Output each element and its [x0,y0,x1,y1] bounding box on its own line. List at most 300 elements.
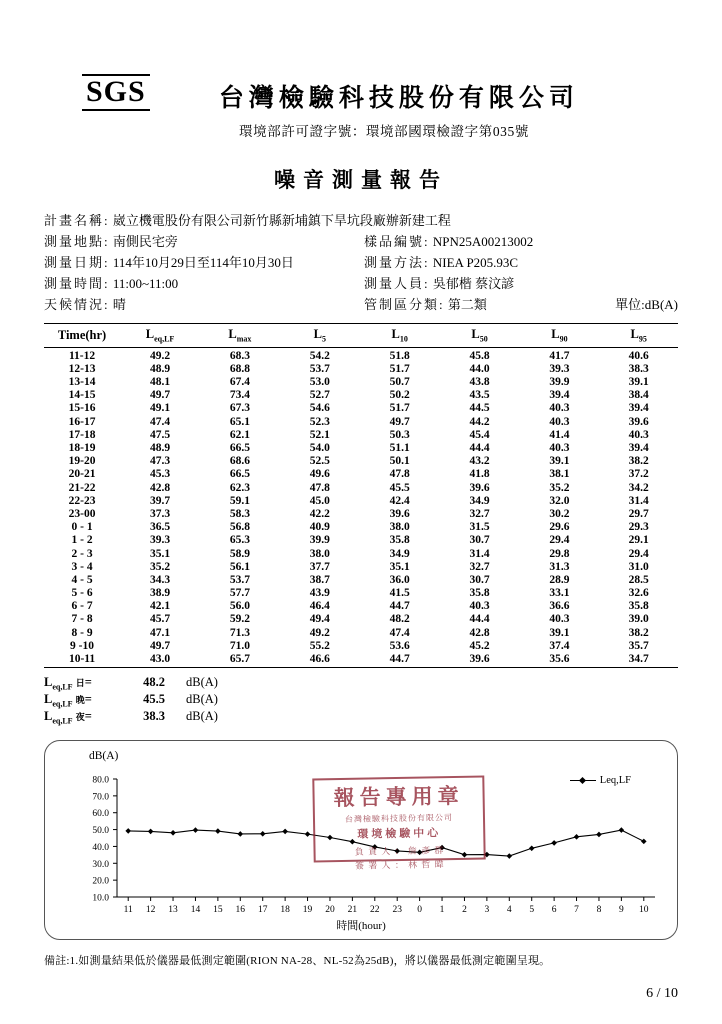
table-cell-value: 41.5 [389,587,410,600]
table-cell-value: 39.3 [149,534,171,547]
table-cell-value: 47.5 [149,428,171,441]
table-cell-value: 54.6 [309,402,330,415]
table-cell-time: 8 - 9 [71,626,93,639]
table-cell-value: 37.3 [149,507,171,520]
table-cell-value: 45.0 [309,494,330,507]
table-cell-value: 40.9 [309,521,330,534]
table-cell-value: 43.2 [469,455,490,468]
table-cell-value: 39.7 [149,494,171,507]
table-cell-value: 45.3 [149,468,171,481]
table-cell-value: 35.2 [549,481,570,494]
svg-text:0: 0 [417,905,422,916]
table-cell-value: 67.3 [229,402,250,415]
project-label: 計畫名稱: [44,213,110,228]
table-cell-value: 35.8 [628,600,649,613]
table-cell-value: 53.7 [309,362,330,375]
table-cell-value: 51.8 [389,349,410,362]
table-cell-value: 65.7 [200,652,280,667]
table-cell-value: 45.8 [469,349,490,362]
table-cell-time: 18-19 [68,442,96,455]
table-row [44,415,678,428]
table-cell-time: 0 - 1 [71,521,93,534]
table-cell-value: 31.0 [628,560,649,573]
table-cell-value: 36.6 [549,600,570,613]
svg-text:23: 23 [392,905,402,916]
table-cell-value: 43.0 [120,652,200,667]
svg-text:17: 17 [257,905,268,916]
table-cell-time: 10-11 [44,652,120,667]
table-cell-value: 38.2 [628,455,649,468]
table-cell-value: 47.8 [309,481,330,494]
table-cell-value: 39.6 [440,652,520,667]
svg-text:9: 9 [619,905,624,916]
table-cell-value: 44.0 [469,362,490,375]
footnote: 備註:1.如測量結果低於儀器最低測定範圍(RION NA-28、NL-52為25dB)，將以儀器最低測定範圍呈現。 [44,955,551,968]
table-col-header: $L_{95}$ [599,324,678,348]
table-cell-value: 37.4 [549,639,570,652]
method-label: 測量方法: [364,255,430,271]
table-cell-value: 49.2 [309,626,330,639]
person-label: 測量人員: [364,276,430,292]
summary-unit: dB(A) [186,675,218,690]
table-cell-time: 3 - 4 [71,560,93,573]
table-cell-value: 29.3 [628,521,649,534]
table-cell-value: 68.3 [229,349,250,362]
summary-unit: dB(A) [186,692,218,707]
table-cell-value: 43.8 [469,376,490,389]
table-cell-time: 4 - 5 [71,573,93,586]
meta-row-location [44,231,678,252]
table-cell-time: 11-12 [68,349,96,362]
table-head [44,324,678,348]
table-cell-value: 68.8 [229,362,250,375]
table-cell-value: 52.5 [309,455,330,468]
table-cell-value: 35.6 [519,652,599,667]
svg-text:50.0: 50.0 [92,826,109,837]
table-col-header: $L_{eq,LF}$ [120,324,200,348]
weather-value: 晴 [112,297,126,313]
table-cell-value: 35.2 [149,560,171,573]
noise-chart [44,740,678,940]
table-cell-value: 42.2 [309,507,330,520]
table-cell-value: 35.8 [469,587,490,600]
table-cell-value: 71.0 [229,639,250,652]
svg-text:12: 12 [145,905,156,916]
table-row [44,481,678,494]
sample-value: NPN25A00213002 [432,234,534,250]
summary-name: $L_{eq,LF}$ 晚= [44,692,92,709]
time-label: 測量時間: [44,276,110,292]
table-cell-value: 39.6 [628,415,649,428]
table-cell-value: 30.7 [469,534,490,547]
table-cell-time: 17-18 [68,428,96,441]
table-cell-value: 34.9 [389,547,410,560]
official-stamp [312,776,485,871]
stamp-line-1: 報告專用章 [333,783,464,811]
table-row [44,468,678,481]
table-cell-value: 45.5 [389,481,410,494]
stamp-line-5: 簽 署 人 ： 林 哲 暐 [354,859,445,871]
table-cell-value: 52.3 [309,415,330,428]
table-cell-value: 59.1 [229,494,250,507]
table-cell-value: 57.7 [229,587,250,600]
table-cell-value: 46.4 [309,600,330,613]
table-cell-value: 56.1 [229,560,250,573]
project-value: 崴立機電股份有限公司新竹縣新埔鎮下旱坑段廠辦新建工程 [112,213,451,228]
table-cell-value: 29.1 [628,534,649,547]
table-cell-value: 54.2 [309,349,330,362]
table-cell-time: 2 - 3 [71,547,93,560]
table-cell-time: 13-14 [68,376,96,389]
table-row [44,428,678,441]
date-value: 114年10月29日至114年10月30日 [112,255,294,271]
table-cell-time: 6 - 7 [71,600,93,613]
table-cell-value: 42.1 [149,600,171,613]
table-cell-value: 40.3 [549,613,570,626]
table-cell-value: 68.6 [229,455,250,468]
table-row [44,652,678,667]
table-cell-time: 1 - 2 [71,534,93,547]
table-row [44,362,678,375]
table-cell-value: 44.7 [389,600,410,613]
table-cell-value: 39.1 [549,626,570,639]
meta-row-date [44,252,678,273]
table-cell-value: 39.6 [469,481,490,494]
table-cell-value: 40.3 [628,428,649,441]
svg-text:10.0: 10.0 [92,893,109,904]
table-row [44,626,678,639]
table-cell-value: 38.3 [628,362,649,375]
svg-text:14: 14 [190,905,201,916]
svg-text:2: 2 [462,905,467,916]
table-cell-value: 65.1 [229,415,250,428]
table-row [44,494,678,507]
svg-text:20: 20 [325,905,335,916]
time-value: 11:00~11:00 [112,276,179,292]
table-cell-value: 41.4 [549,428,570,441]
svg-text:18: 18 [280,905,290,916]
table-cell-value: 54.0 [309,442,330,455]
svg-text:22: 22 [370,905,380,916]
table-row [44,587,678,600]
table-cell-value: 55.2 [309,639,330,652]
table-cell-value: 40.6 [628,349,649,362]
table-col-header: $L_{10}$ [360,324,440,348]
table-cell-time: 21-22 [68,481,96,494]
page-number: 6 / 10 [646,986,678,1001]
table-cell-value: 38.0 [309,547,330,560]
table-cell-value: 34.3 [149,573,171,586]
table-col-header: $L_{50}$ [440,324,520,348]
table-row [44,560,678,573]
table-cell-value: 53.6 [389,639,410,652]
summary-row [44,675,678,692]
weather-label: 天候情況: [44,297,110,313]
table-cell-value: 49.7 [149,389,171,402]
table-cell-value: 28.5 [628,573,649,586]
table-cell-time: 5 - 6 [71,587,93,600]
legend-label: Leq,LF [599,775,631,787]
table-cell-value: 38.4 [628,389,649,402]
sample-label: 樣品編號: [364,234,430,250]
summary-name: $L_{eq,LF}$ 日= [44,675,92,692]
summary-value: 45.5 [143,692,165,707]
svg-text:5: 5 [529,905,535,916]
svg-text:20.0: 20.0 [92,876,109,887]
table-cell-value: 31.3 [549,560,570,573]
table-cell-value: 39.3 [549,362,570,375]
meta-row-project [44,210,678,231]
table-cell-value: 32.6 [628,587,649,600]
table-cell-time: 22-23 [68,494,96,507]
table-row [44,455,678,468]
table-body [44,347,678,667]
sgs-logo-text: SGS [86,75,146,108]
svg-text:40.0: 40.0 [92,842,109,853]
table-cell-value: 38.9 [149,587,171,600]
table-cell-value: 31.4 [469,547,490,560]
table-cell-value: 29.8 [549,547,570,560]
table-cell-value: 28.9 [549,573,570,586]
svg-text:10: 10 [639,905,649,916]
table-col-header: $L_{90}$ [519,324,599,348]
svg-text:80.0: 80.0 [92,775,109,786]
stamp-line-4: 負 責 人 ： 詹 彥 群 [354,845,445,857]
table-cell-value: 47.1 [149,626,171,639]
table-row [44,441,678,454]
sgs-logo [82,74,150,111]
table-cell-value: 39.1 [549,455,570,468]
table-cell-value: 44.4 [469,613,490,626]
table-cell-value: 62.1 [229,428,250,441]
table-cell-value: 30.7 [469,573,490,586]
table-cell-value: 39.4 [628,402,649,415]
report-meta [44,210,678,315]
svg-text:6: 6 [551,905,557,916]
table-cell-value: 49.1 [149,402,171,415]
table-col-header: $L_5$ [280,324,360,348]
table-cell-value: 39.6 [389,507,410,520]
table-cell-value: 36.5 [149,521,171,534]
svg-text:3: 3 [484,905,490,916]
table-cell-value: 40.3 [469,600,490,613]
table-row [44,402,678,415]
table-cell-value: 42.4 [389,494,410,507]
table-cell-value: 47.3 [149,455,171,468]
table-cell-value: 45.7 [149,613,171,626]
table-cell-value: 66.5 [229,442,250,455]
table-cell-value: 31.4 [628,494,649,507]
table-cell-value: 66.5 [229,468,250,481]
noise-data-table [44,323,678,668]
summary-row [44,692,678,709]
table-cell-value: 40.3 [549,442,570,455]
table-cell-value: 50.3 [389,428,410,441]
table-row [44,347,678,362]
stamp-line-3: 環境檢驗中心 [357,827,442,841]
table-cell-value: 48.2 [389,613,410,626]
table-cell-value: 35.7 [628,639,649,652]
table-cell-value: 67.4 [229,376,250,389]
date-label: 測量日期: [44,255,110,271]
table-cell-value: 49.6 [309,468,330,481]
svg-text:30.0: 30.0 [92,859,109,870]
table-cell-value: 38.2 [628,626,649,639]
meta-row-time [44,273,678,294]
stamp-line-2: 台灣檢驗科技股份有限公司 [344,813,454,824]
svg-text:11: 11 [123,905,133,916]
table-cell-value: 37.2 [628,468,649,481]
table-cell-value: 41.8 [469,468,490,481]
svg-text:7: 7 [574,905,579,916]
table-cell-value: 39.9 [309,534,330,547]
table-cell-value: 59.2 [229,613,250,626]
table-cell-value: 56.8 [229,521,250,534]
table-cell-value: 58.3 [229,507,250,520]
table-row [44,600,678,613]
person-value: 吳郁楷 蔡汶諺 [432,276,515,292]
table-cell-value: 43.9 [309,587,330,600]
table-cell-time: 19-20 [68,455,96,468]
table-cell-value: 51.7 [389,402,410,415]
table-header-row [44,324,678,348]
svg-text:13: 13 [168,905,178,916]
svg-text:1: 1 [439,905,445,916]
chart-x-label: 時間(hour) [336,920,386,933]
table-cell-time: 15-16 [68,402,96,415]
summary-name: $L_{eq,LF}$ 夜= [44,709,92,726]
location-value: 南側民宅旁 [112,234,178,250]
table-cell-value: 56.0 [229,600,250,613]
table-col-header: Time(hr) [44,324,120,348]
table-cell-value: 50.2 [389,389,410,402]
summary-row [44,709,678,726]
table-cell-value: 53.7 [229,573,250,586]
table-cell-value: 42.8 [469,626,490,639]
table-cell-time: 14-15 [68,389,96,402]
zone-label: 管制區分類: [364,297,445,313]
table-cell-value: 34.9 [469,494,490,507]
table-cell-value: 51.1 [389,442,410,455]
table-cell-value: 38.7 [309,573,330,586]
table-row [44,639,678,652]
table-cell-value: 34.7 [599,652,678,667]
table-cell-value: 47.4 [389,626,410,639]
table-cell-value: 35.8 [389,534,410,547]
table-row [44,547,678,560]
table-cell-value: 29.4 [549,534,570,547]
table-cell-value: 30.2 [549,507,570,520]
table-cell-value: 29.6 [549,521,570,534]
chart-y-unit: dB(A) [89,750,119,763]
table-cell-value: 45.4 [469,428,490,441]
table-cell-value: 41.7 [549,349,570,362]
svg-text:16: 16 [235,905,246,916]
table-cell-value: 62.3 [229,481,250,494]
svg-text:21: 21 [347,905,358,916]
table-cell-value: 73.4 [229,389,250,402]
table-cell-value: 53.0 [309,376,330,389]
method-value: NIEA P205.93C [432,255,519,271]
table-cell-value: 39.4 [628,442,649,455]
table-cell-value: 49.7 [149,639,171,652]
table-cell-value: 46.6 [280,652,360,667]
table-cell-value: 47.4 [149,415,171,428]
table-cell-value: 37.7 [309,560,330,573]
table-cell-value: 34.2 [628,481,649,494]
table-cell-value: 45.2 [469,639,490,652]
table-cell-value: 39.0 [628,613,649,626]
table-row [44,613,678,626]
table-cell-time: 20-21 [68,468,96,481]
svg-text:19: 19 [302,905,313,916]
table-cell-value: 29.4 [628,547,649,560]
table-cell-value: 44.7 [360,652,440,667]
table-row [44,534,678,547]
meta-row-weather [44,294,678,315]
summary-value: 38.3 [143,709,165,724]
table-cell-value: 43.5 [469,389,490,402]
table-cell-value: 35.1 [149,547,171,560]
summary-block [44,675,678,726]
table-cell-value: 32.7 [469,560,490,573]
unit-label: 單位:dB(A) [615,297,678,313]
table-cell-value: 48.1 [149,376,171,389]
table-cell-value: 47.8 [389,468,410,481]
table-cell-value: 49.2 [149,349,171,362]
table-cell-value: 49.4 [309,613,330,626]
table-cell-value: 49.7 [389,415,410,428]
table-cell-value: 50.1 [389,455,410,468]
summary-value: 48.2 [143,675,165,690]
svg-text:8: 8 [596,905,602,916]
table-cell-value: 42.8 [149,481,171,494]
zone-value: 第二類 [447,297,487,313]
company-name: 台灣檢驗科技股份有限公司 [218,85,579,112]
table-row [44,376,678,389]
table-cell-value: 52.1 [309,428,330,441]
table-cell-value: 48.9 [149,362,171,375]
table-cell-time: 7 - 8 [71,613,93,626]
table-cell-value: 51.7 [389,362,410,375]
table-row [44,573,678,586]
permit-number: 環境部許可證字號：環境部國環檢證字第035號 [239,124,529,139]
svg-text:15: 15 [213,905,223,916]
table-cell-value: 38.1 [549,468,570,481]
location-label: 測量地點: [44,234,110,250]
table-row [44,389,678,402]
table-cell-value: 29.7 [628,507,649,520]
table-cell-value: 39.1 [628,376,649,389]
table-col-header: $L_{max}$ [200,324,280,348]
table-cell-value: 31.5 [469,521,490,534]
table-cell-value: 65.3 [229,534,250,547]
table-cell-value: 40.3 [549,415,570,428]
table-row [44,521,678,534]
svg-text:70.0: 70.0 [92,792,109,803]
table-cell-time: 16-17 [68,415,96,428]
table-cell-value: 52.7 [309,389,330,402]
table-cell-value: 50.7 [389,376,410,389]
table-cell-value: 32.7 [469,507,490,520]
table-cell-value: 58.9 [229,547,250,560]
summary-unit: dB(A) [186,709,218,724]
table-cell-value: 44.4 [469,442,490,455]
table-row [44,507,678,520]
table-cell-time: 23-00 [68,507,96,520]
report-title: 噪音測量報告 [274,168,448,192]
table-cell-time: 9 -10 [70,639,95,652]
